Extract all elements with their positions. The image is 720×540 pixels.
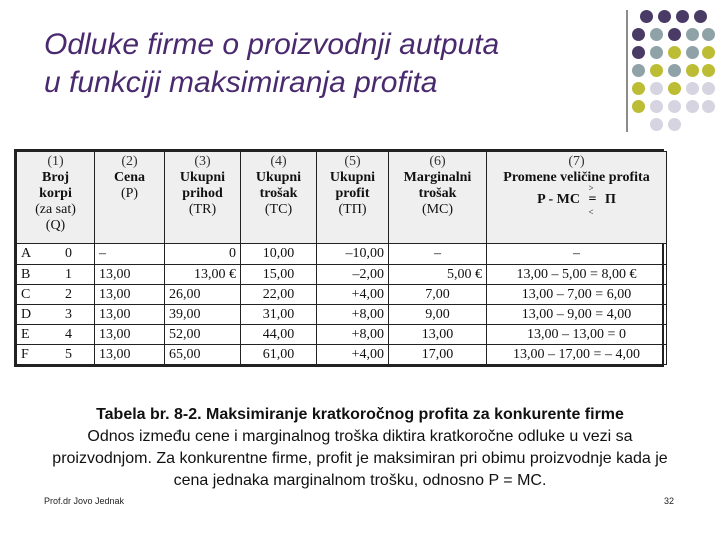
header-cell-total-cost xyxy=(241,152,317,244)
header-cell-price xyxy=(95,152,165,244)
cost-cell: 10,00 xyxy=(241,244,317,264)
formula-gt: > xyxy=(588,183,594,193)
decor-dot xyxy=(668,28,681,41)
row-letter: D xyxy=(21,306,32,322)
decor-dot xyxy=(632,100,645,113)
decor-dot xyxy=(650,100,663,113)
row-label-cell xyxy=(17,344,95,364)
table-row xyxy=(17,324,667,344)
table-row xyxy=(17,344,667,364)
column-number: (7) xyxy=(568,154,585,169)
decor-dot xyxy=(686,100,699,113)
profit-cell: +8,00 xyxy=(317,324,389,344)
slide-title-line1: Odluke firme o proizvodnji autputa xyxy=(44,28,500,61)
decor-dot xyxy=(668,64,681,77)
decor-dot xyxy=(650,82,663,95)
decor-dot xyxy=(702,100,715,113)
column-number: (4) xyxy=(270,154,287,169)
header-subtext: (TR) xyxy=(188,202,217,217)
row-letter: B xyxy=(21,266,31,282)
marginal-cost-cell: 17,00 xyxy=(389,344,487,364)
marginal-cost-cell: 9,00 xyxy=(389,304,487,324)
decor-dot xyxy=(702,64,715,77)
profit-change-cell: 13,00 – 5,00 = 8,00 € xyxy=(487,264,667,284)
profit-cell: +4,00 xyxy=(317,344,389,364)
decor-dot xyxy=(640,10,653,23)
header-subtext: (P) xyxy=(120,186,139,201)
decor-dot xyxy=(650,28,663,41)
header-text: Cena xyxy=(113,170,146,185)
price-cell: 13,00 xyxy=(95,324,165,344)
profit-formula xyxy=(537,183,616,217)
decor-dot xyxy=(668,46,681,59)
column-number: (2) xyxy=(121,154,138,169)
decorative-dot-grid xyxy=(634,10,714,135)
decor-dot xyxy=(694,10,707,23)
header-cell-marginal-cost xyxy=(389,152,487,244)
decor-dot xyxy=(658,10,671,23)
formula-right: Π xyxy=(604,192,616,207)
decor-dot xyxy=(702,82,715,95)
header-text: Broj xyxy=(42,170,69,185)
price-cell: 13,00 xyxy=(95,284,165,304)
table-header-row xyxy=(17,152,667,244)
column-number: (3) xyxy=(194,154,211,169)
row-quantity: 5 xyxy=(65,346,72,362)
column-number: (1) xyxy=(47,154,64,169)
decor-dot xyxy=(650,118,663,131)
footer-author: Prof.dr Jovo Jednak xyxy=(44,496,125,506)
row-quantity: 0 xyxy=(65,246,72,262)
header-text: Ukupni xyxy=(255,170,302,185)
table-row xyxy=(17,244,667,264)
decor-dot xyxy=(668,100,681,113)
header-text: Ukupni xyxy=(179,170,226,185)
header-subtext: (MC) xyxy=(421,202,454,217)
row-label-cell xyxy=(17,244,95,264)
price-cell: 13,00 xyxy=(95,264,165,284)
row-letter: C xyxy=(21,286,31,302)
marginal-cost-cell: 13,00 xyxy=(389,324,487,344)
column-number: (5) xyxy=(344,154,361,169)
cost-cell: 31,00 xyxy=(241,304,317,324)
profit-change-cell: 13,00 – 13,00 = 0 xyxy=(487,324,667,344)
header-text: trošak xyxy=(418,186,457,201)
header-subtext: (Q) xyxy=(45,218,66,233)
profit-cell: –10,00 xyxy=(317,244,389,264)
row-label-cell xyxy=(17,304,95,324)
column-number: (6) xyxy=(429,154,446,169)
revenue-cell: 0 xyxy=(165,244,241,264)
header-text: Ukupni xyxy=(329,170,376,185)
page-number: 32 xyxy=(664,496,675,506)
title-divider-line xyxy=(626,10,628,132)
marginal-cost-cell: – xyxy=(389,244,487,264)
decor-dot xyxy=(676,10,689,23)
row-label-cell xyxy=(17,264,95,284)
formula-left: P - MC xyxy=(537,192,580,207)
caption-text-line: cena jednaka marginalnom trošku, odnosno P = MC. xyxy=(173,472,547,489)
formula-lt: < xyxy=(588,207,594,217)
revenue-cell: 26,00 xyxy=(165,284,241,304)
header-text: Promene veličine profita xyxy=(503,170,650,185)
revenue-cell: 39,00 xyxy=(165,304,241,324)
decor-dot xyxy=(668,82,681,95)
revenue-cell: 52,00 xyxy=(165,324,241,344)
decor-dot xyxy=(686,64,699,77)
decor-dot xyxy=(702,46,715,59)
price-cell: – xyxy=(95,244,165,264)
cost-cell: 61,00 xyxy=(241,344,317,364)
header-text: Marginalni xyxy=(403,170,472,185)
header-text: prihod xyxy=(182,186,223,201)
header-subtext: (za sat) xyxy=(35,202,76,217)
profit-change-cell: – xyxy=(487,244,667,264)
formula-eq: = xyxy=(588,192,597,207)
slide-title-line2: u funkciji maksimiranja profita xyxy=(44,66,438,99)
decor-dot xyxy=(702,28,715,41)
cost-cell: 15,00 xyxy=(241,264,317,284)
header-text: profit xyxy=(335,186,370,201)
row-quantity: 3 xyxy=(65,306,72,322)
header-text: trošak xyxy=(259,186,298,201)
revenue-cell: 13,00 € xyxy=(165,264,241,284)
row-label-cell xyxy=(17,324,95,344)
row-letter: F xyxy=(21,346,29,362)
decor-dot xyxy=(686,28,699,41)
price-cell: 13,00 xyxy=(95,304,165,324)
cost-cell: 22,00 xyxy=(241,284,317,304)
header-cell-profit-change xyxy=(487,152,667,244)
header-cell-quantity xyxy=(17,152,95,244)
slide-title xyxy=(44,26,624,102)
price-cell: 13,00 xyxy=(95,344,165,364)
profit-change-cell: 13,00 – 7,00 = 6,00 xyxy=(487,284,667,304)
header-subtext: (TΠ) xyxy=(338,202,367,217)
header-text: korpi xyxy=(39,186,72,201)
marginal-cost-cell: 7,00 xyxy=(389,284,487,304)
decor-dot xyxy=(632,82,645,95)
decor-dot xyxy=(632,46,645,59)
profit-cell: –2,00 xyxy=(317,264,389,284)
decor-dot xyxy=(632,28,645,41)
row-letter: A xyxy=(21,246,32,262)
row-label-cell xyxy=(17,284,95,304)
marginal-cost-cell: 5,00 € xyxy=(389,264,487,284)
header-subtext: (TC) xyxy=(264,202,293,217)
cost-cell: 44,00 xyxy=(241,324,317,344)
row-letter: E xyxy=(21,326,30,342)
row-quantity: 4 xyxy=(65,326,72,342)
table-row xyxy=(17,284,667,304)
decor-dot xyxy=(686,46,699,59)
header-cell-total-profit xyxy=(317,152,389,244)
decor-dot xyxy=(686,82,699,95)
caption-text-line: proizvodnjom. Za konkurentne firme, profit je maksimiran pri obimu proizvodnje kada je xyxy=(52,450,668,467)
table-caption xyxy=(20,404,700,492)
profit-change-cell: 13,00 – 9,00 = 4,00 xyxy=(487,304,667,324)
revenue-cell: 65,00 xyxy=(165,344,241,364)
profit-table xyxy=(14,149,664,367)
profit-cell: +8,00 xyxy=(317,304,389,324)
decor-dot xyxy=(632,64,645,77)
profit-cell: +4,00 xyxy=(317,284,389,304)
caption-title: Tabela br. 8-2. Maksimiranje kratkoročnog profita za konkurente firme xyxy=(96,406,624,423)
decor-dot xyxy=(650,46,663,59)
decor-dot xyxy=(650,64,663,77)
row-quantity: 2 xyxy=(65,286,72,302)
caption-text-line: Odnos između cene i marginalnog troška diktira kratkoročne odluke u vezi sa xyxy=(87,428,633,445)
header-cell-total-revenue xyxy=(165,152,241,244)
profit-change-cell: 13,00 – 17,00 = – 4,00 xyxy=(487,344,667,364)
decor-dot xyxy=(668,118,681,131)
row-quantity: 1 xyxy=(65,266,72,282)
table-row xyxy=(17,304,667,324)
table-row xyxy=(17,264,667,284)
